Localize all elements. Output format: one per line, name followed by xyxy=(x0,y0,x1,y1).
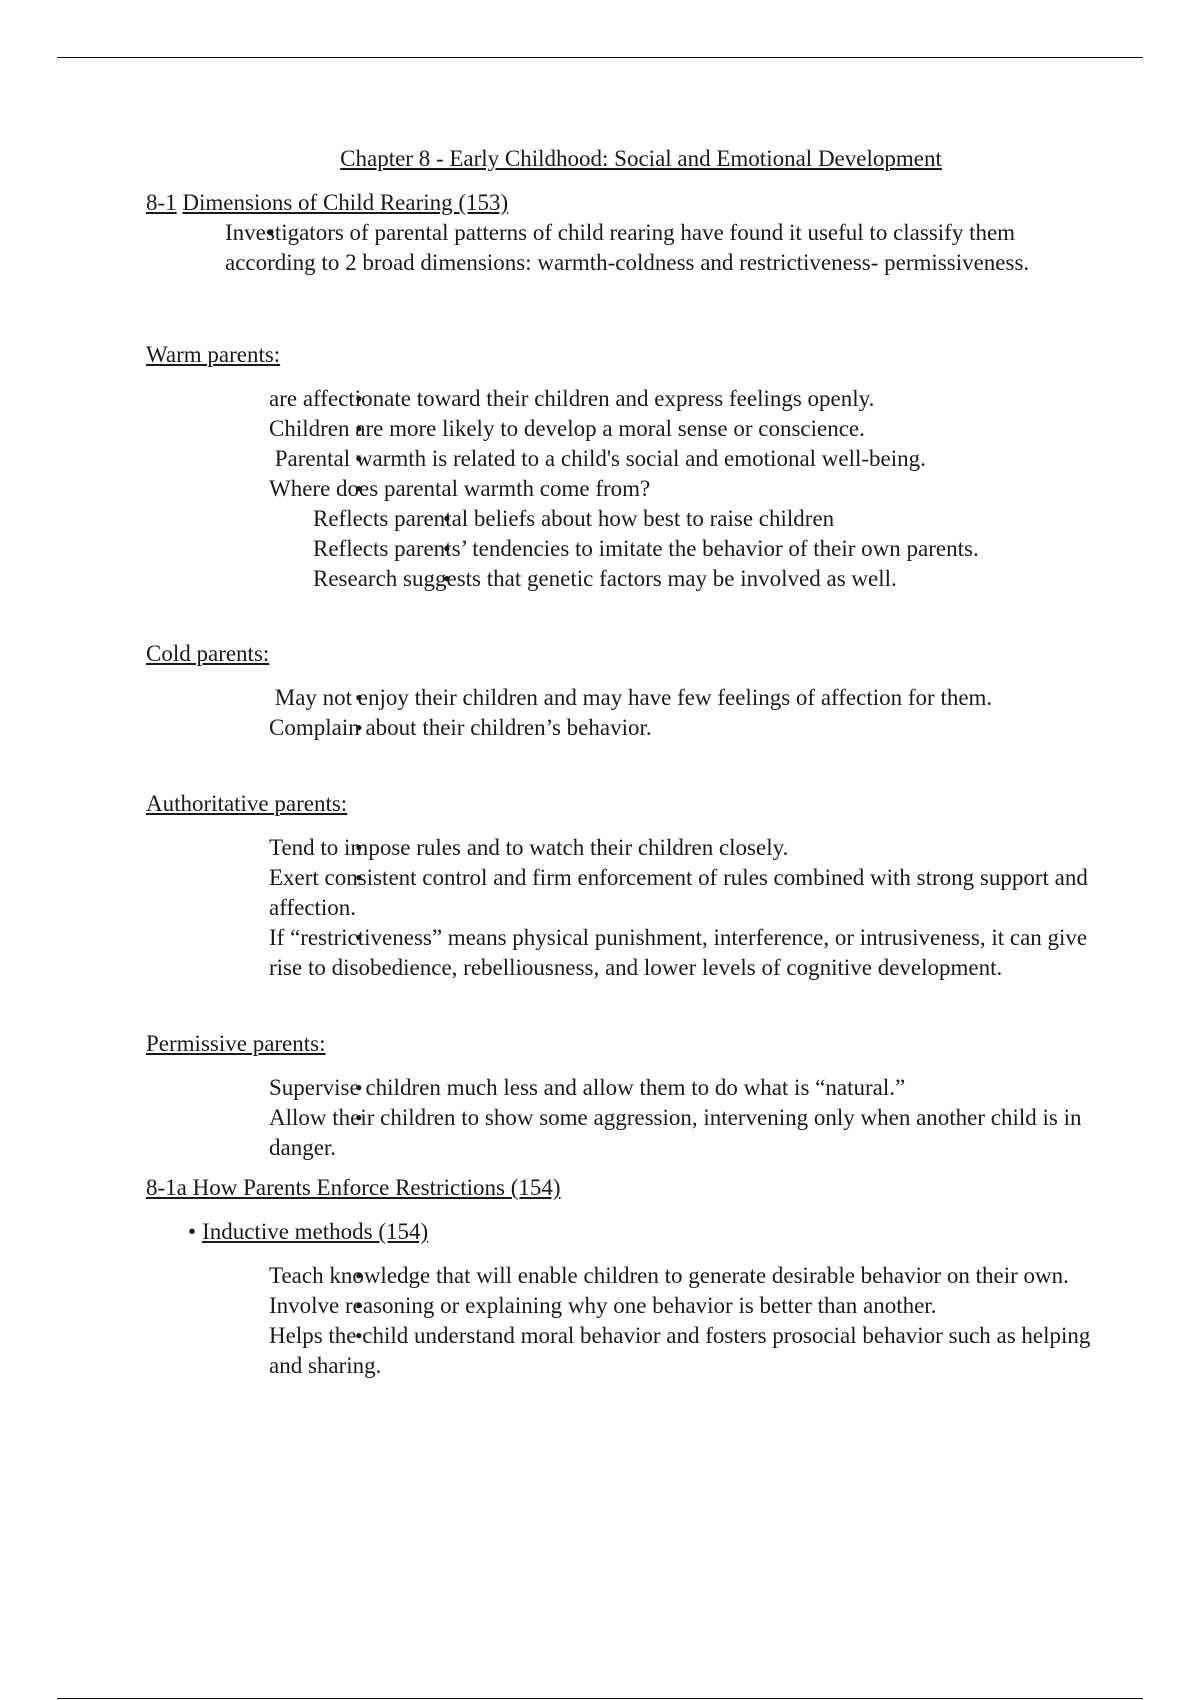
list-item: • Exert consistent control and firm enforcement of rules combined with strong support and affection. xyxy=(269,863,1106,923)
list-item: • Complain about their children’s behavior. xyxy=(269,713,1106,743)
authoritative-parents-list xyxy=(146,833,1106,983)
warm-parents-list xyxy=(146,384,1106,504)
list-item: • Teach knowledge that will enable children to generate desirable behavior on their own. xyxy=(269,1261,1106,1291)
section-title: Dimensions of Child Rearing (153) xyxy=(182,190,509,215)
bullet-dot: • xyxy=(188,1219,197,1244)
list-item: • are affectionate toward their children and express feelings openly. xyxy=(269,384,1106,414)
bottom-rule xyxy=(57,1698,1143,1699)
section-8-1-list xyxy=(146,218,1106,278)
cold-parents-heading: Cold parents: xyxy=(146,641,270,666)
list-item: • May not enjoy their children and may have few feelings of affection for them. xyxy=(269,683,1106,713)
list-item: • If “restrictiveness” means physical punishment, interference, or intrusiveness, it can give rise to disobedience, rebelliousness, and lower levels of cognitive development. xyxy=(269,923,1106,983)
permissive-parents-heading: Permissive parents: xyxy=(146,1031,326,1056)
permissive-parents-list xyxy=(146,1073,1106,1163)
warm-parents-heading: Warm parents: xyxy=(146,342,281,367)
warm-parents-sublist xyxy=(146,504,1106,594)
list-item: • Tend to impose rules and to watch their children closely. xyxy=(269,833,1106,863)
list-item: • Involve reasoning or explaining why one behavior is better than another. xyxy=(269,1291,1106,1321)
section-8-1a-heading: 8-1a How Parents Enforce Restrictions (154) xyxy=(146,1175,561,1200)
list-item: • Supervise children much less and allow them to do what is “natural.” xyxy=(269,1073,1106,1103)
inductive-methods-label: • Inductive methods (154) xyxy=(188,1219,429,1244)
document-body xyxy=(146,144,1106,1381)
list-item: • Allow their children to show some aggression, intervening only when another child is in danger. xyxy=(269,1103,1106,1163)
section-8-1-heading xyxy=(146,188,1106,218)
page-title: Chapter 8 - Early Childhood: Social and Emotional Development xyxy=(340,146,942,171)
top-rule xyxy=(57,57,1143,58)
list-item: • Children are more likely to develop a moral sense or conscience. xyxy=(269,414,1106,444)
cold-parents-list xyxy=(146,683,1106,743)
authoritative-parents-heading: Authoritative parents: xyxy=(146,791,348,816)
inductive-methods-list xyxy=(146,1261,1106,1381)
list-item: • Research suggests that genetic factors may be involved as well. xyxy=(313,564,1106,594)
section-number: 8-1 xyxy=(146,190,177,215)
list-item: • Reflects parents’ tendencies to imitate the behavior of their own parents. xyxy=(313,534,1106,564)
list-item: • Where does parental warmth come from? xyxy=(269,474,1106,504)
list-item: • Helps the child understand moral behavior and fosters prosocial behavior such as helping and sharing. xyxy=(269,1321,1106,1381)
list-item: • Reflects parental beliefs about how best to raise children xyxy=(313,504,1106,534)
list-item: • Investigators of parental patterns of child rearing have found it useful to classify them according to 2 broad dimensions: warmth-coldness and restrictiveness- permissiveness. xyxy=(225,218,1106,278)
list-item: • Parental warmth is related to a child's social and emotional well-being. xyxy=(269,444,1106,474)
